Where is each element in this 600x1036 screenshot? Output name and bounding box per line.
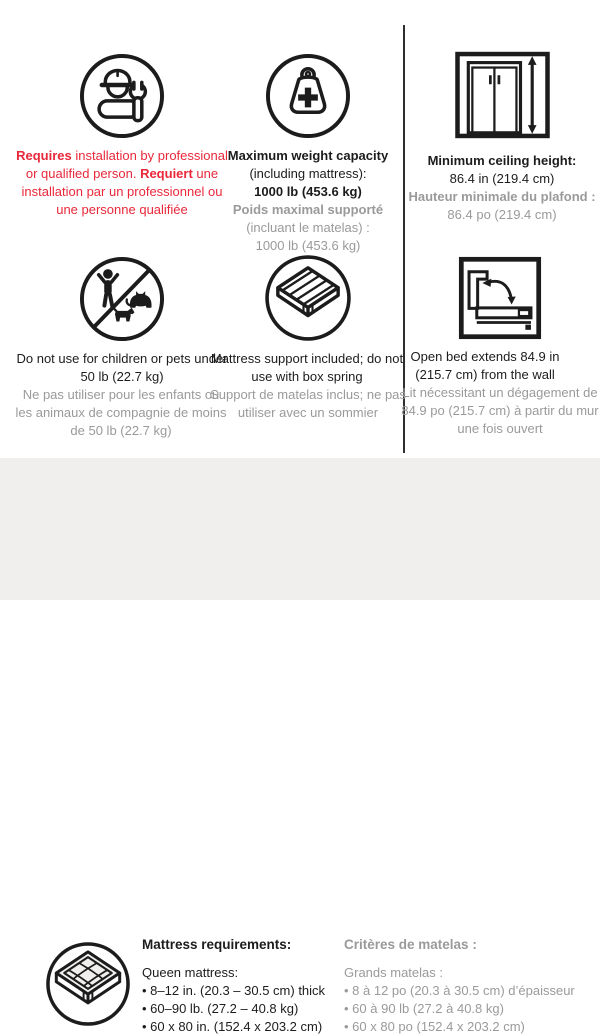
requirements-fr-item: • 8 à 12 po (20.3 à 30.5 cm) d’épaisseur bbox=[344, 982, 575, 1000]
requirements-en-subtitle: Queen mattress: bbox=[142, 965, 239, 980]
requirements-en-item: • 8–12 in. (20.3 – 30.5 cm) thick bbox=[142, 982, 325, 1000]
open-bed-cell bbox=[394, 255, 600, 438]
ceiling-en-title: Minimum ceiling height: bbox=[427, 153, 577, 168]
openbed-en-text: Open bed extends 84.9 in (215.7 cm) from the wall bbox=[410, 349, 560, 382]
weight-en-line3: 1000 lb (453.6 kg) bbox=[254, 184, 362, 199]
weight-en-title: Maximum weight capacity bbox=[227, 148, 389, 163]
tufted-mattress-icon bbox=[44, 940, 132, 1028]
requirements-fr-subtitle: Grands matelas : bbox=[344, 965, 443, 980]
murphy-bed-open-arrow-icon bbox=[457, 255, 543, 341]
kettlebell-plus-icon bbox=[264, 52, 352, 140]
weight-fr-title: Poids maximal supporté bbox=[232, 202, 384, 217]
requirements-en-list bbox=[142, 982, 325, 1036]
ceiling-fr-line2: 86.4 po (219.4 cm) bbox=[447, 207, 557, 222]
installation-fr-bold: Requiert bbox=[140, 166, 193, 181]
requirements-en-title: Mattress requirements: bbox=[142, 937, 292, 952]
installation-en-bold: Requires bbox=[16, 148, 72, 163]
requirements-fr-item: • 60 à 90 lb (27.2 à 40.8 kg) bbox=[344, 1000, 575, 1018]
worker-hardhat-wrench-icon bbox=[78, 52, 166, 140]
cabinet-height-arrow-icon bbox=[453, 50, 552, 140]
support-fr-text: Support de matelas inclus; ne pas utiliser avec un sommier bbox=[210, 387, 406, 420]
requirements-fr-list bbox=[344, 982, 575, 1036]
weight-cell bbox=[208, 52, 408, 255]
mattress-requirements-fr bbox=[344, 936, 575, 1036]
mattress-requirements-panel bbox=[0, 458, 600, 1034]
requirements-en-item: • 60 x 80 in. (152.4 x 203.2 cm) bbox=[142, 1018, 325, 1036]
mattress-requirements-en bbox=[142, 936, 325, 1036]
installation-fr-rest: une installation par un professionnel ou une personne qualifiée bbox=[21, 166, 223, 217]
requirements-fr-item: • 60 x 80 po (152.4 x 203.2 cm) bbox=[344, 1018, 575, 1036]
installation-en-rest: installation by professional or qualified person. bbox=[25, 148, 228, 181]
ceiling-height-cell bbox=[402, 50, 600, 224]
no-children-pets-cell bbox=[14, 255, 230, 440]
requirements-fr-title: Critères de matelas : bbox=[344, 937, 477, 952]
weight-en-line2: (including mattress): bbox=[249, 166, 367, 181]
no-children-pets-icon bbox=[78, 255, 166, 343]
support-en-text: Mattress support included; do not use with box spring bbox=[210, 351, 404, 384]
mattress-support-cell bbox=[208, 253, 408, 422]
requirements-en-item: • 60–90 lb. (27.2 – 40.8 kg) bbox=[142, 1000, 325, 1018]
ceiling-fr-title: Hauteur minimale du plafond : bbox=[408, 189, 596, 204]
children-en-text: Do not use for children or pets under 50 lb (22.7 kg) bbox=[16, 351, 228, 384]
ceiling-en-line2: 86.4 in (219.4 cm) bbox=[449, 171, 555, 186]
installation-note bbox=[15, 147, 229, 219]
openbed-fr-text: Lit nécessitant un dégagement de 84.9 po (215.7 cm) à partir du mur une fois ouvert bbox=[401, 385, 599, 436]
weight-fr-line3: 1000 lb (453.6 kg) bbox=[255, 238, 361, 253]
installation-cell bbox=[11, 52, 233, 219]
weight-fr-line2: (incluant le matelas) : bbox=[246, 220, 370, 235]
children-fr-text: Ne pas utiliser pour les enfants ou les animaux de compagnie de moins de 50 lb (22.7 kg) bbox=[15, 387, 227, 438]
slatted-mattress-support-icon bbox=[263, 253, 353, 343]
